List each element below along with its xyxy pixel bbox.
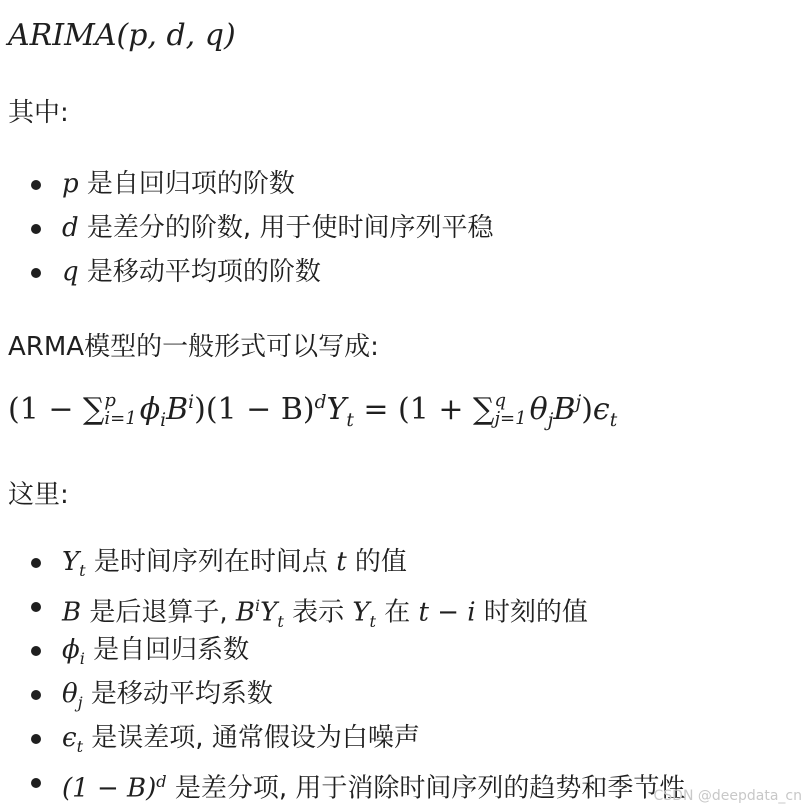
def-symbol: t − i <box>418 597 476 628</box>
def-subscript: t <box>277 611 284 631</box>
backshift-power: j <box>575 392 582 413</box>
backshift-symbol: B <box>553 392 576 427</box>
def-text: 时刻的值 <box>475 597 588 628</box>
param-symbol: p <box>62 169 79 199</box>
def-superscript: i <box>255 596 261 615</box>
backshift-symbol: B <box>166 392 189 427</box>
list-item <box>0 206 493 250</box>
watermark: CSDN @deepdata_cn <box>653 788 802 804</box>
here-text: 这里: <box>8 480 69 510</box>
model-args: (p, d, q) <box>116 18 236 53</box>
intro-text: 其中: <box>8 98 69 128</box>
bullet-icon <box>31 734 41 744</box>
def-symbol: Y <box>352 597 370 628</box>
def-subscript: i <box>79 649 85 669</box>
def-symbol: ϵ <box>62 723 77 753</box>
epsilon-subscript: t <box>609 410 618 431</box>
phi-symbol: ϕ <box>139 392 161 427</box>
def-symbol: Y <box>62 547 80 577</box>
param-desc: 是自回归项的阶数 <box>78 169 295 199</box>
sum-symbol: ∑ <box>473 392 495 427</box>
param-desc: 是差分的阶数, 用于使时间序列平稳 <box>78 213 494 243</box>
epsilon-symbol: ϵ <box>592 392 610 427</box>
list-item <box>0 628 685 672</box>
param-list <box>0 162 493 294</box>
bullet-icon <box>31 690 41 700</box>
def-symbol: B <box>62 597 82 628</box>
list-item <box>0 250 493 294</box>
param-desc: 是移动平均项的阶数 <box>78 257 321 287</box>
model-name: ARIMA <box>8 18 117 53</box>
bullet-icon <box>31 268 41 278</box>
formula-part: ) <box>581 392 593 427</box>
list-item <box>0 162 493 206</box>
list-item <box>0 760 685 804</box>
def-superscript: d <box>156 772 167 791</box>
arma-intro-text: ARMA模型的一般形式可以写成: <box>8 332 379 362</box>
def-symbol: ϕ <box>62 635 80 665</box>
param-symbol: q <box>62 257 79 287</box>
theta-subscript: j <box>547 410 554 431</box>
def-text: 在 <box>376 597 419 628</box>
bullet-icon <box>31 558 41 568</box>
def-text: 是自回归系数 <box>84 635 250 665</box>
theta-symbol: θ <box>529 392 548 427</box>
def-text: 是后退算子, <box>81 597 236 628</box>
list-item <box>0 540 685 584</box>
bullet-icon <box>31 602 41 612</box>
formula-part: (1 − <box>8 392 83 427</box>
sum-limits <box>104 392 136 428</box>
def-text: 是误差项, 通常假设为白噪声 <box>83 723 420 753</box>
sum-lower: i=1 <box>104 408 137 430</box>
arma-formula <box>8 392 617 431</box>
formula-part: )(1 − B) <box>194 392 315 427</box>
list-item <box>0 584 685 631</box>
def-text: 是移动平均系数 <box>82 679 273 709</box>
sum-symbol: ∑ <box>83 392 105 427</box>
sum-upper: p <box>104 390 116 412</box>
def-text: 是差分项, 用于消除时间序列的趋势和季节性 <box>166 773 686 804</box>
sum-lower: j=1 <box>494 408 527 430</box>
def-subscript: t <box>369 611 377 631</box>
bullet-icon <box>31 180 41 190</box>
bullet-icon <box>31 224 41 234</box>
def-symbol: θ <box>62 679 78 709</box>
def-symbol: Y <box>260 597 278 628</box>
def-subscript: t <box>79 561 86 581</box>
sum-limits <box>494 392 526 428</box>
bullet-icon <box>31 778 41 788</box>
param-symbol: d <box>62 213 79 243</box>
def-text: 是时间序列在时间点 <box>85 547 337 577</box>
y-symbol: Y <box>326 392 347 427</box>
backshift-power: i <box>188 392 195 413</box>
def-subscript: t <box>76 737 84 757</box>
bullet-icon <box>31 646 41 656</box>
def-text: 的值 <box>346 547 407 577</box>
definition-list <box>0 540 685 804</box>
def-subscript: j <box>77 693 83 713</box>
def-symbol: (1 − B) <box>62 773 157 804</box>
y-subscript: t <box>346 410 354 431</box>
diff-power: d <box>314 392 327 413</box>
def-symbol: B <box>235 597 256 628</box>
phi-subscript: i <box>160 410 167 431</box>
def-text: 表示 <box>283 597 353 628</box>
sum-upper: q <box>494 390 506 412</box>
formula-part: = (1 + <box>353 392 474 427</box>
list-item <box>0 672 685 716</box>
model-title <box>8 18 236 53</box>
list-item <box>0 716 685 760</box>
def-symbol: t <box>336 547 347 577</box>
